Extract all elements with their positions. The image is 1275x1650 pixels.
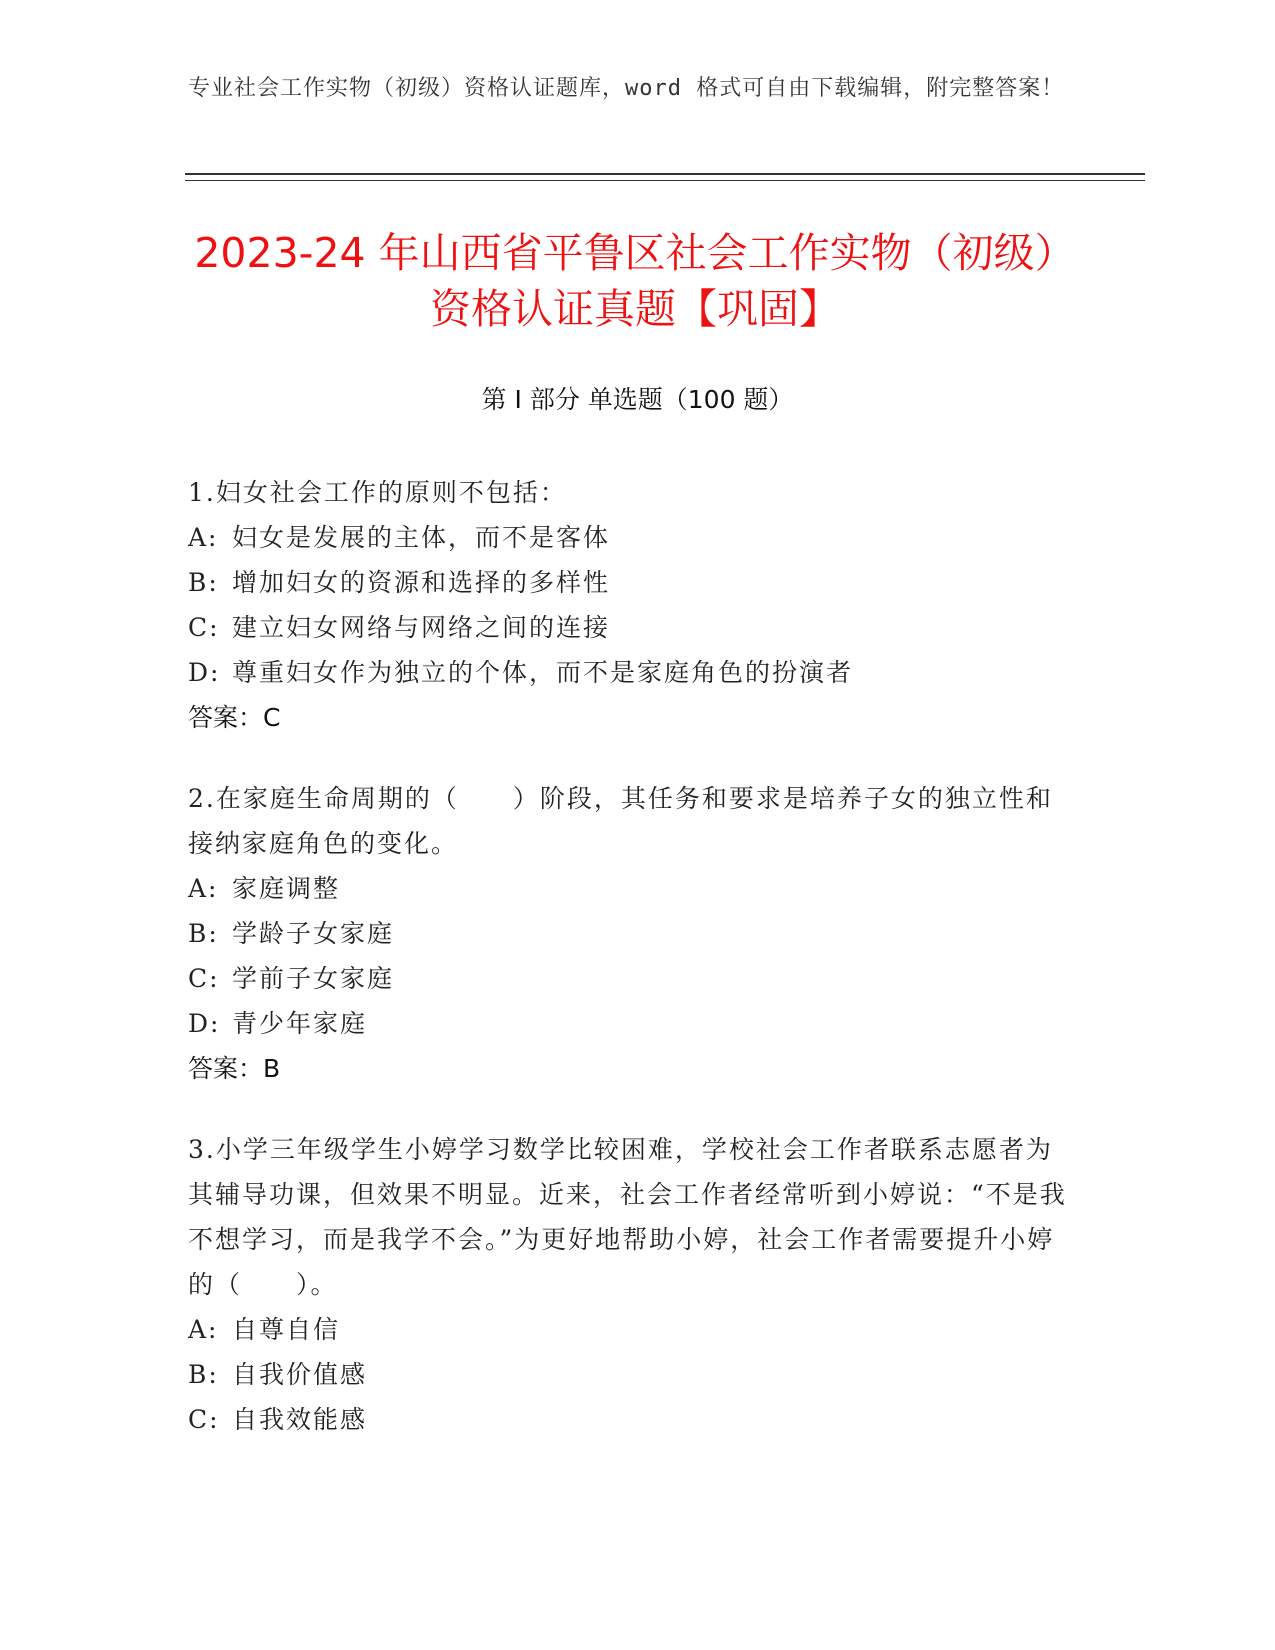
header-rule-thick — [185, 173, 1145, 175]
option-text: 家庭调整 — [232, 874, 341, 903]
option-c — [188, 1397, 1068, 1442]
option-key: A: — [188, 874, 219, 903]
option-b — [188, 911, 1068, 956]
option-key: C: — [188, 1405, 220, 1434]
answer-line: 答案：C — [188, 703, 281, 732]
question-list — [188, 470, 1068, 1478]
option-key: D: — [188, 658, 221, 687]
question-stem: 1.妇女社会工作的原则不包括： — [188, 478, 567, 507]
section-title: 第 I 部分 单选题（100 题） — [481, 385, 794, 414]
option-text: 建立妇女网络与网络之间的连接 — [232, 613, 611, 642]
document-title: 2023-24 年山西省平鲁区社会工作实物（初级）资格认证真题【巩固】 — [194, 229, 1076, 333]
option-text: 尊重妇女作为独立的个体，而不是家庭角色的扮演者 — [232, 658, 854, 687]
option-text: 青少年家庭 — [232, 1009, 368, 1038]
header-rule-thin — [185, 180, 1145, 181]
option-key: D: — [188, 1009, 221, 1038]
option-key: C: — [188, 613, 220, 642]
question-item — [188, 776, 1068, 1091]
option-b — [188, 1352, 1068, 1397]
option-d — [188, 650, 1068, 695]
option-text: 学前子女家庭 — [232, 964, 395, 993]
question-item — [188, 470, 1068, 740]
option-key: B: — [188, 568, 219, 597]
option-text: 自我效能感 — [232, 1405, 368, 1434]
option-a — [188, 866, 1068, 911]
option-text: 学龄子女家庭 — [232, 919, 395, 948]
question-stem: 3.小学三年级学生小婷学习数学比较困难，学校社会工作者联系志愿者为其辅导功课，但效果不明显。近来，社会工作者经常听到小婷说：“不是我不想学习，而是我学不会。”为更好地帮助小婷，社会工作者需要提升小婷的（ ）。 — [188, 1135, 1067, 1299]
option-text: 妇女是发展的主体，而不是客体 — [232, 523, 611, 552]
answer-line: 答案：B — [188, 1054, 281, 1083]
option-key: B: — [188, 919, 219, 948]
question-item — [188, 1127, 1068, 1442]
option-a — [188, 515, 1068, 560]
option-c — [188, 605, 1068, 650]
option-key: C: — [188, 964, 220, 993]
option-b — [188, 560, 1068, 605]
question-stem: 2.在家庭生命周期的（ ）阶段，其任务和要求是培养子女的独立性和接纳家庭角色的变化。 — [188, 784, 1053, 858]
option-text: 自我价值感 — [232, 1360, 368, 1389]
option-key: A: — [188, 523, 219, 552]
option-d — [188, 1001, 1068, 1046]
option-key: A: — [188, 1315, 219, 1344]
option-a — [188, 1307, 1068, 1352]
option-c — [188, 956, 1068, 1001]
option-text: 增加妇女的资源和选择的多样性 — [232, 568, 611, 597]
option-text: 自尊自信 — [232, 1315, 341, 1344]
header-note: 专业社会工作实物（初级）资格认证题库，word 格式可自由下载编辑，附完整答案！ — [188, 76, 1065, 101]
option-key: B: — [188, 1360, 219, 1389]
